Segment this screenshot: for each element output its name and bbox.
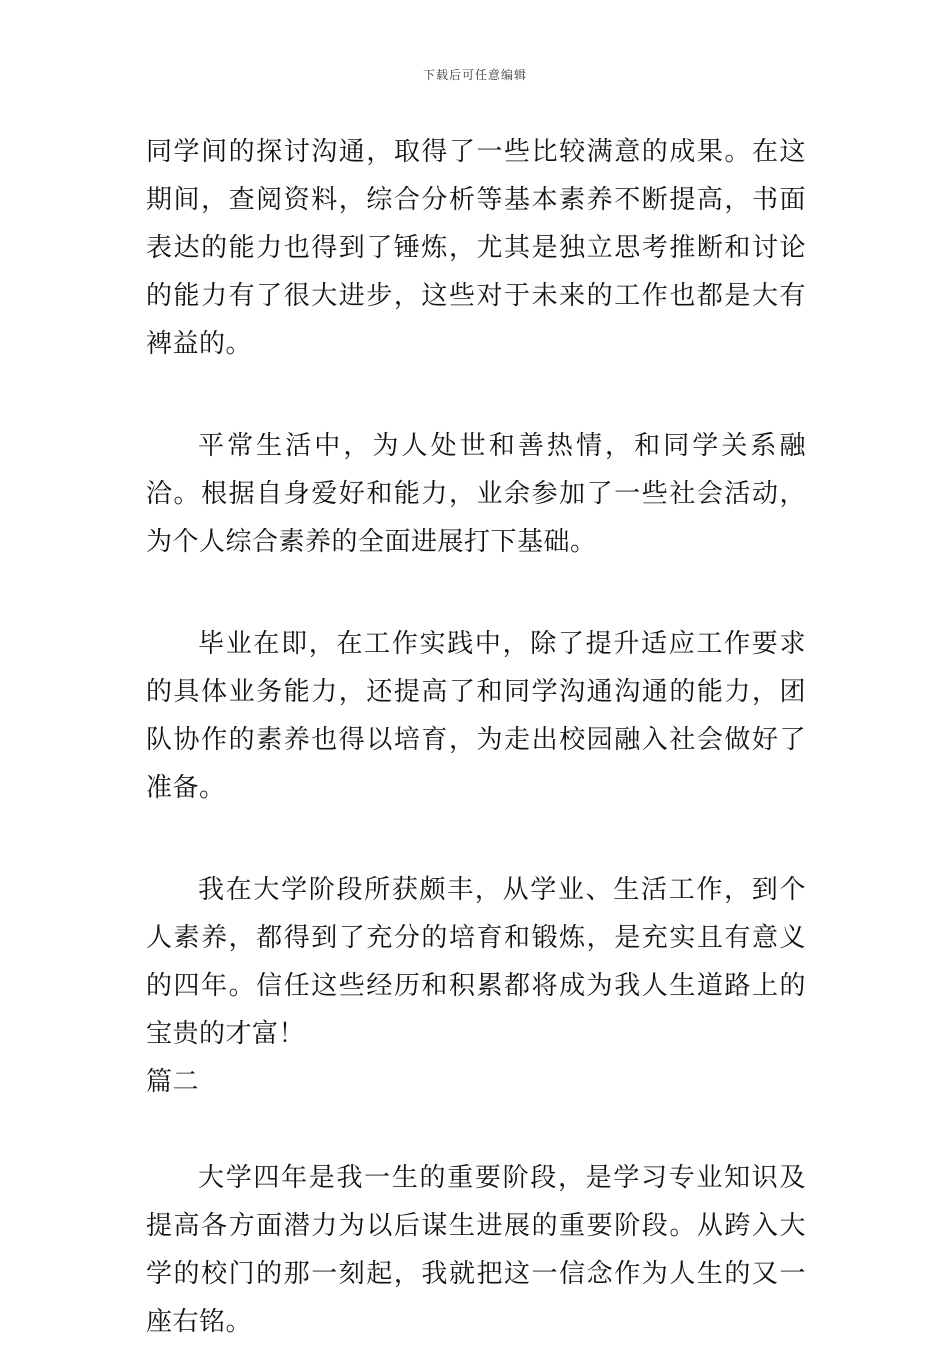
paragraph-2: 平常生活中，为人处世和善热情，和同学关系融洽。根据自身爱好和能力，业余参加了一些社会活动，为个人综合素养的全面进展打下基础。 [146, 431, 806, 557]
paragraph-spacer [146, 1106, 806, 1154]
paragraph-5: 大学四年是我一生的重要阶段，是学习专业知识及提高各方面潜力为以后谋生进展的重要阶段。从跨入大学的校门的那一刻起，我就把这一信念作为人生的又一座右铭。 [146, 1163, 806, 1337]
paragraph-spacer [146, 368, 806, 422]
paragraph-3: 毕业在即，在工作实践中，除了提升适应工作要求的具体业务能力，还提高了和同学沟通沟通的能力，团队协作的素养也得以培育，为走出校园融入社会做好了准备。 [146, 629, 806, 803]
section-title: 篇二 [146, 1067, 200, 1097]
document-body [146, 128, 806, 1346]
paragraph-spacer [146, 566, 806, 620]
paragraph-spacer [146, 812, 806, 866]
paragraph-1: 同学间的探讨沟通，取得了一些比较满意的成果。在这期间，查阅资料，综合分析等基本素养不断提高，书面表达的能力也得到了锤炼，尤其是独立思考推断和讨论的能力有了很大进步，这些对于未来的工作也都是大有裨益的。 [146, 137, 806, 359]
paragraph-4: 我在大学阶段所获颇丰，从学业、生活工作，到个人素养，都得到了充分的培育和锻炼，是充实且有意义的四年。信任这些经历和积累都将成为我人生道路上的宝贵的才富！ [146, 875, 806, 1049]
header-note: 下载后可任意编辑 [422, 68, 527, 82]
